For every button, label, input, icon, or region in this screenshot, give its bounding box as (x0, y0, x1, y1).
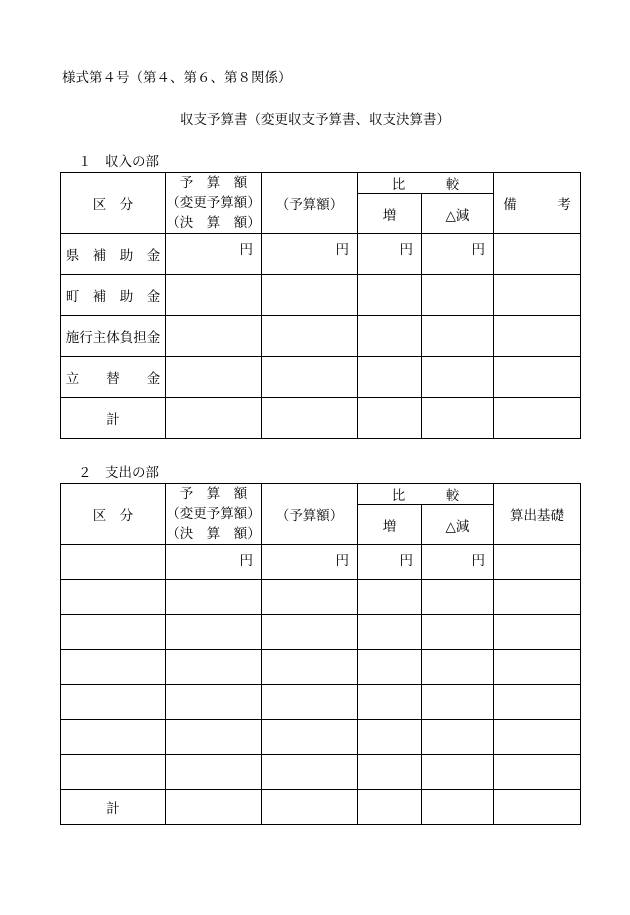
empty-cell (61, 685, 166, 720)
table-row (61, 545, 581, 580)
empty-cell (494, 398, 581, 439)
empty-cell (494, 755, 581, 790)
empty-cell (422, 580, 494, 615)
empty-cell (358, 275, 422, 316)
empty-cell (358, 720, 422, 755)
total-label: 計 (61, 398, 166, 439)
row-label: 県 補 助 金 (61, 234, 166, 275)
empty-cell (422, 790, 494, 825)
income-table (60, 172, 581, 439)
expense-section-heading: ２ 支出の部 (78, 465, 159, 481)
empty-cell (494, 316, 581, 357)
header-budget (166, 484, 262, 545)
empty-cell (262, 755, 358, 790)
empty-cell (61, 650, 166, 685)
expense-table (60, 483, 581, 825)
empty-cell (262, 316, 358, 357)
header-decrease: △減 (422, 505, 494, 545)
header-compare: 比 較 (358, 484, 494, 505)
yen-unit: 円 (262, 545, 358, 580)
empty-cell (262, 685, 358, 720)
empty-cell (166, 685, 262, 720)
header-category: 区 分 (61, 484, 166, 545)
empty-cell (166, 316, 262, 357)
empty-cell (494, 720, 581, 755)
empty-cell (262, 357, 358, 398)
income-section-heading: １ 収入の部 (78, 154, 159, 170)
header-compare: 比 較 (358, 173, 494, 194)
header-prev-budget: （予算額） (262, 484, 358, 545)
table-row (61, 316, 581, 357)
empty-cell (358, 615, 422, 650)
total-row (61, 398, 581, 439)
header-budget-line1: 予 算 額 (179, 486, 248, 502)
empty-cell (358, 650, 422, 685)
total-label: 計 (61, 790, 166, 825)
header-remarks: 備 考 (494, 173, 581, 234)
empty-cell (494, 685, 581, 720)
empty-cell (422, 357, 494, 398)
empty-cell (422, 615, 494, 650)
header-budget-line3: （決 算 額） (166, 526, 261, 542)
empty-cell (262, 720, 358, 755)
table-row (61, 275, 581, 316)
yen-unit: 円 (422, 545, 494, 580)
header-decrease: △減 (422, 194, 494, 234)
table-row (61, 720, 581, 755)
yen-unit: 円 (358, 234, 422, 275)
empty-cell (494, 234, 581, 275)
header-increase: 増 (358, 194, 422, 234)
empty-cell (358, 755, 422, 790)
yen-unit: 円 (262, 234, 358, 275)
document-title: 収支予算書（変更収支予算書、収支決算書） (180, 112, 450, 128)
header-budget (166, 173, 262, 234)
header-increase: 増 (358, 505, 422, 545)
empty-cell (358, 357, 422, 398)
empty-cell (422, 685, 494, 720)
yen-unit: 円 (358, 545, 422, 580)
empty-cell (166, 398, 262, 439)
yen-unit: 円 (166, 545, 262, 580)
empty-cell (422, 650, 494, 685)
empty-cell (422, 755, 494, 790)
empty-cell (422, 316, 494, 357)
table-row (61, 234, 581, 275)
empty-cell (61, 755, 166, 790)
header-budget-line2: （変更予算額） (166, 195, 261, 211)
form-number: 様式第４号（第４、第６、第８関係） (62, 70, 292, 86)
empty-cell (166, 580, 262, 615)
empty-cell (494, 357, 581, 398)
header-budget-line2: （変更予算額） (166, 506, 261, 522)
empty-cell (422, 720, 494, 755)
empty-cell (166, 790, 262, 825)
empty-cell (262, 615, 358, 650)
header-budget-line1: 予 算 額 (179, 175, 248, 191)
empty-cell (494, 545, 581, 580)
yen-unit: 円 (422, 234, 494, 275)
table-row (61, 615, 581, 650)
empty-cell (358, 398, 422, 439)
table-row (61, 580, 581, 615)
empty-cell (262, 275, 358, 316)
empty-cell (494, 650, 581, 685)
empty-cell (358, 790, 422, 825)
empty-cell (494, 615, 581, 650)
empty-cell (262, 650, 358, 685)
empty-cell (358, 580, 422, 615)
table-row (61, 755, 581, 790)
empty-cell (494, 790, 581, 825)
yen-unit: 円 (166, 234, 262, 275)
table-row (61, 685, 581, 720)
empty-cell (262, 580, 358, 615)
empty-cell (262, 790, 358, 825)
row-label: 町 補 助 金 (61, 275, 166, 316)
header-budget-line3: （決 算 額） (166, 215, 261, 231)
empty-cell (166, 615, 262, 650)
empty-cell (166, 275, 262, 316)
empty-cell (358, 316, 422, 357)
empty-cell (166, 720, 262, 755)
empty-cell (166, 650, 262, 685)
empty-cell (61, 720, 166, 755)
empty-cell (166, 357, 262, 398)
header-category: 区 分 (61, 173, 166, 234)
empty-cell (494, 580, 581, 615)
header-basis: 算出基礎 (494, 484, 581, 545)
empty-cell (422, 398, 494, 439)
table-row (61, 357, 581, 398)
empty-cell (262, 398, 358, 439)
empty-cell (494, 275, 581, 316)
empty-cell (166, 755, 262, 790)
row-label: 施行主体負担金 (61, 316, 166, 357)
total-row (61, 790, 581, 825)
empty-cell (61, 545, 166, 580)
header-prev-budget: （予算額） (262, 173, 358, 234)
empty-cell (422, 275, 494, 316)
empty-cell (61, 615, 166, 650)
row-label: 立 替 金 (61, 357, 166, 398)
empty-cell (61, 580, 166, 615)
empty-cell (358, 685, 422, 720)
table-row (61, 650, 581, 685)
